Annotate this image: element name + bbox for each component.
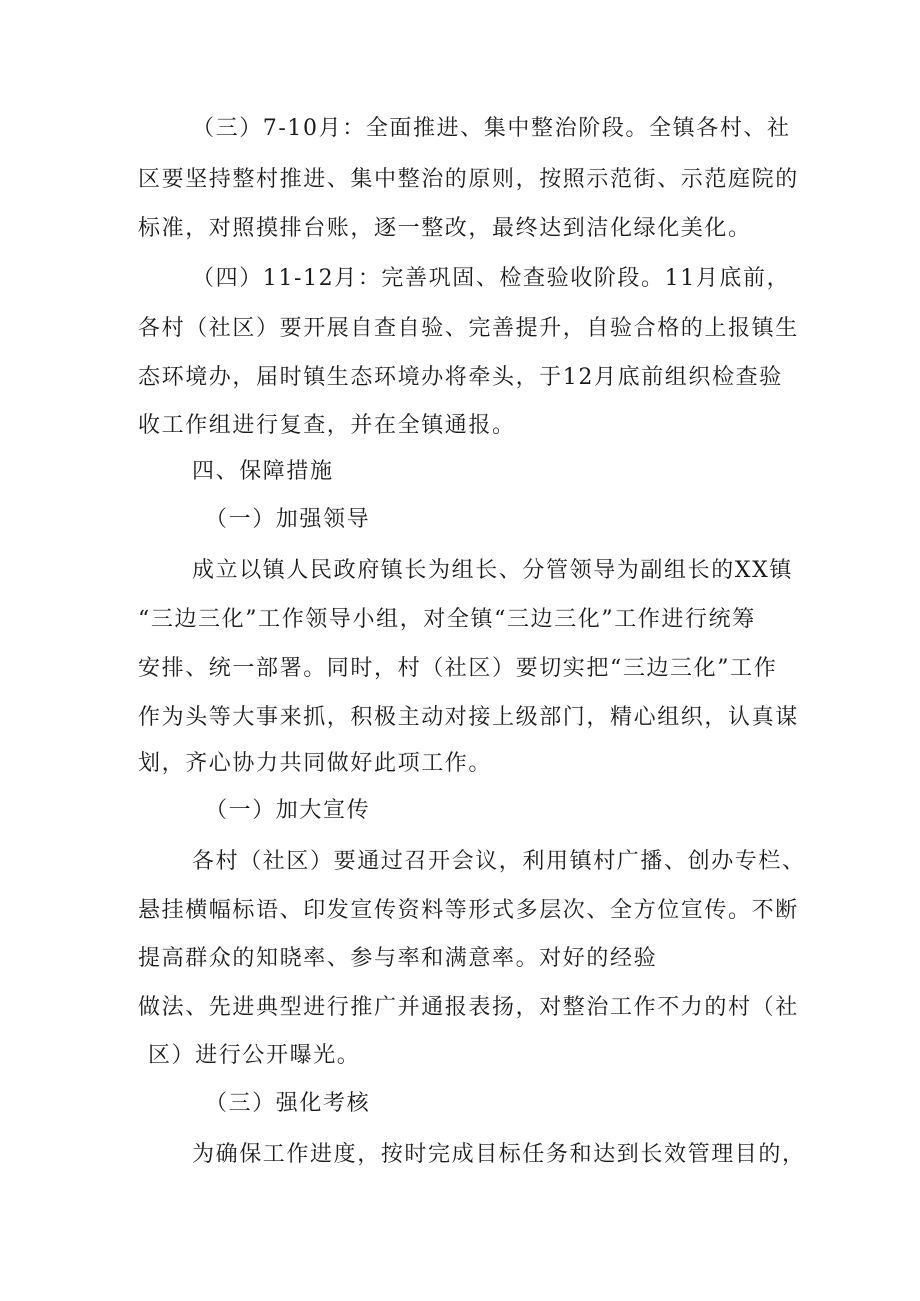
text-line: 作为头等大事来抓，积极主动对接上级部门，精心组织，认真谋 bbox=[138, 705, 799, 730]
text-line: 成立以镇人民政府镇长为组长、分管领导为副组长的XX镇 bbox=[192, 558, 793, 583]
text-line: 为确保工作进度，按时完成目标任务和达到长效管理目的， bbox=[192, 1142, 806, 1167]
text-line: 提高群众的知晓率、参与率和满意率。对好的经验 bbox=[138, 946, 658, 971]
text-line: 安排、统一部署。同时，村（社区）要切实把“三边三化”工作 bbox=[138, 656, 778, 681]
text-line: 各村（社区）要通过召开会议，利用镇村广播、创办专栏、 bbox=[192, 849, 806, 874]
text-line: 悬挂横幅标语、印发宣传资料等形式多层次、全方位宣传。不断 bbox=[138, 898, 799, 923]
text-line: （三）7-10月：全面推进、集中整治阶段。全镇各村、社 bbox=[192, 116, 791, 141]
subsection-heading: （一）加强领导 bbox=[205, 507, 371, 532]
text-line: 区）进行公开曝光。 bbox=[148, 1043, 361, 1068]
text-line: 收工作组进行复查，并在全镇通报。 bbox=[138, 413, 516, 438]
text-line: （四）11-12月：完善巩固、检查验收阶段。11月底前， bbox=[192, 266, 791, 291]
text-line: 态环境办，届时镇生态环境办将牵头，于12月底前组织检查验 bbox=[138, 365, 783, 390]
text-line: 做法、先进典型进行推广并通报表扬，对整治工作不力的村（社 bbox=[138, 995, 799, 1020]
text-line: 划，齐心协力共同做好此项工作。 bbox=[138, 751, 493, 776]
text-line: 区要坚持整村推进、集中整治的原则，按照示范街、示范庭院的 bbox=[138, 167, 799, 192]
subsection-heading: （一）加大宣传 bbox=[205, 798, 371, 823]
text-line: “三边三化”工作领导小组，对全镇“三边三化”工作进行统筹 bbox=[138, 607, 756, 632]
text-line: 各村（社区）要开展自查自验、完善提升，自验合格的上报镇生 bbox=[138, 316, 799, 341]
section-heading: 四、保障措施 bbox=[192, 459, 334, 484]
subsection-heading: （三）强化考核 bbox=[205, 1091, 371, 1116]
text-line: 标准，对照摸排台账，逐一整改，最终达到洁化绿化美化。 bbox=[138, 216, 752, 241]
